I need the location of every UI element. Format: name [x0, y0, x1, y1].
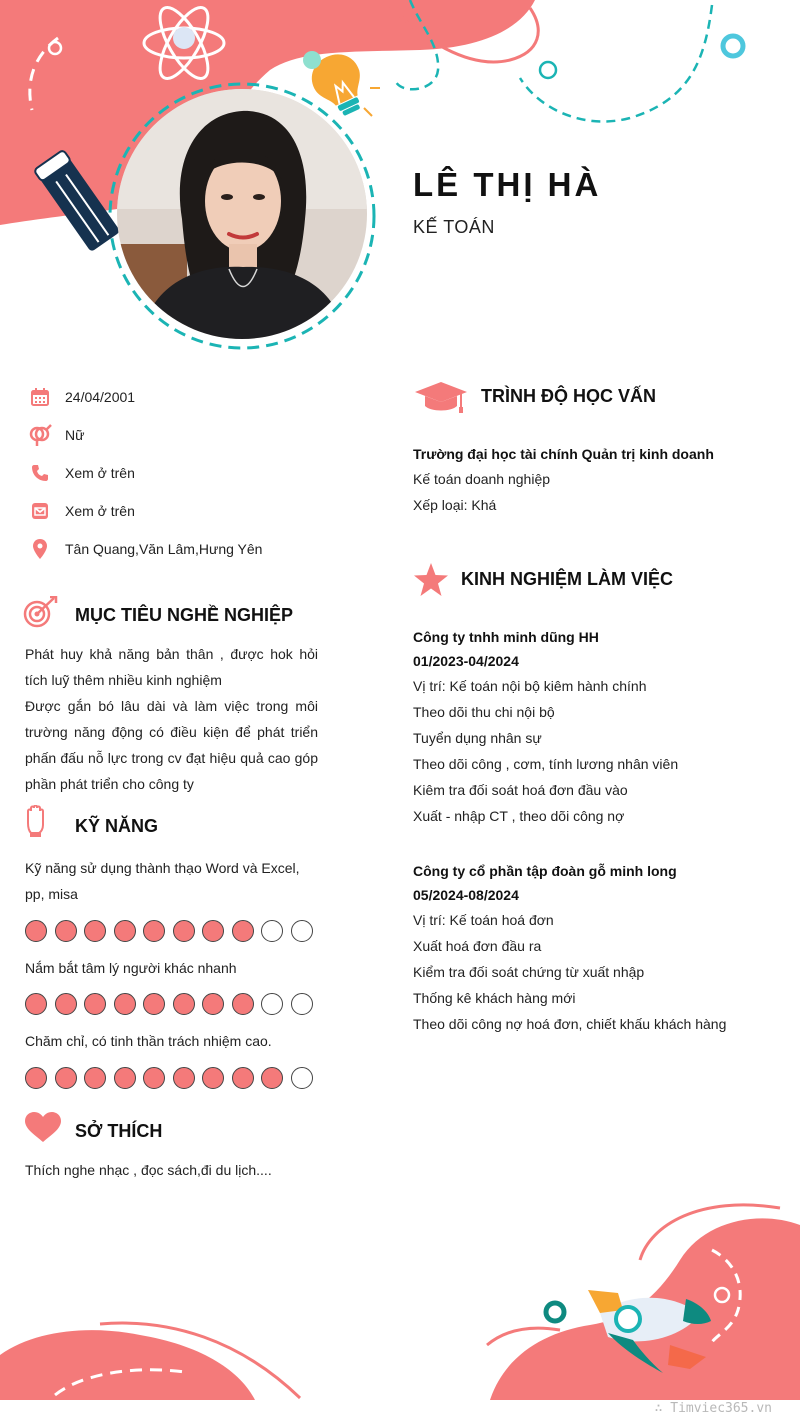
calendar-icon: [28, 385, 52, 409]
info-gender: [28, 423, 84, 447]
rating-dot-filled: [114, 920, 136, 942]
rating-dot-filled: [25, 1067, 47, 1089]
rating-dot-empty: [261, 993, 283, 1015]
rating-dot-filled: [173, 920, 195, 942]
hobbies-text: Thích nghe nhạc , đọc sách,đi du lịch....: [25, 1162, 272, 1178]
skills-title: KỸ NĂNG: [75, 816, 159, 836]
rating-dot-filled: [84, 920, 106, 942]
rating-dot-filled: [173, 993, 195, 1015]
rating-dot-filled: [232, 993, 254, 1015]
gender-value: Nữ: [65, 427, 85, 443]
objective-paragraph-2: Được gắn bó lâu dài và làm việc trong môi trường năng động có điều kiện để phát triển phấn đấu nỗ lực trong cv đạt hiệu quả cao góp phần phát triển cho công ty: [25, 698, 318, 792]
job-2-line-3: Kiểm tra đối soát chứng từ xuất nhập: [413, 964, 645, 980]
info-birthday: [28, 385, 135, 409]
job-1-period: 01/2023-04/2024: [413, 653, 519, 669]
phone-value: Xem ở trên: [65, 465, 135, 481]
rating-dot-filled: [55, 920, 77, 942]
rating-dot-filled: [143, 993, 165, 1015]
rating-dot-filled: [202, 920, 224, 942]
experience-title: KINH NGHIỆM LÀM VIỆC: [461, 569, 674, 589]
portrait-photo: [117, 89, 367, 339]
candidate-name: LÊ THỊ HÀ: [413, 166, 602, 203]
target-icon: [22, 596, 58, 630]
objective-title: MỤC TIÊU NGHỀ NGHIỆP: [75, 605, 294, 625]
rating-dot-empty: [291, 1067, 313, 1089]
rating-dot-filled: [261, 1067, 283, 1089]
job-1-line-5: Kiêm tra đối soát hoá đơn đầu vào: [413, 782, 628, 798]
rating-dot-empty: [291, 993, 313, 1015]
rating-dot-filled: [114, 993, 136, 1015]
info-address: [28, 537, 262, 561]
job-1-line-2: Theo dõi thu chi nội bộ: [413, 704, 555, 720]
job-2-line-5: Theo dõi công nợ hoá đơn, chiết khấu khách hàng: [413, 1016, 727, 1032]
email-icon: [28, 499, 52, 523]
job-2-line-2: Xuất hoá đơn đầu ra: [413, 938, 542, 954]
job-title: KẾ TOÁN: [413, 217, 495, 237]
address-value: Tân Quang,Văn Lâm,Hưng Yên: [65, 541, 263, 557]
rating-dot-filled: [202, 993, 224, 1015]
job-1-line-1: Vị trí: Kế toán nội bộ kiêm hành chính: [413, 678, 647, 694]
rating-dot-filled: [202, 1067, 224, 1089]
rating-dot-empty: [291, 920, 313, 942]
education-school: Trường đại học tài chính Quản trị kinh doanh: [413, 446, 714, 462]
heart-icon: [25, 1112, 61, 1142]
rating-dot-filled: [143, 1067, 165, 1089]
objective-paragraph-1: Phát huy khả năng bản thân , được hok hỏi tích luỹ thêm nhiều kinh nghiệm: [25, 646, 318, 688]
job-1-line-3: Tuyển dụng nhân sự: [413, 730, 542, 746]
gender-icon: [28, 423, 52, 447]
job-1-line-6: Xuất - nhập CT , theo dõi công nợ: [413, 808, 625, 824]
rating-dot-filled: [84, 993, 106, 1015]
rating-dot-filled: [173, 1067, 195, 1089]
birthday-value: 24/04/2001: [65, 389, 136, 405]
skill-name-1: Kỹ năng sử dụng thành thạo Word và Excel, pp, misa: [25, 860, 300, 902]
rating-dot-filled: [232, 920, 254, 942]
atom-icon: [140, 2, 228, 84]
hobbies-title: SỞ THÍCH: [75, 1121, 163, 1141]
job-2-company: Công ty cổ phần tập đoàn gỗ minh long: [413, 863, 677, 879]
star-icon: [413, 563, 449, 597]
skill-rating-1: [25, 920, 313, 942]
job-2-line-1: Vị trí: Kế toán hoá đơn: [413, 912, 554, 928]
education-rank: Xếp loại: Khá: [413, 497, 497, 513]
rocket-icon: [578, 1285, 718, 1385]
education-major: Kế toán doanh nghiệp: [413, 471, 551, 487]
hand-icon: [25, 805, 47, 837]
skill-name-2: Nắm bắt tâm lý người khác nhanh: [25, 960, 237, 976]
skill-rating-3: [25, 1067, 313, 1089]
job-1-line-4: Theo dõi công , cơm, tính lương nhân viên: [413, 756, 679, 772]
avatar: [117, 89, 367, 339]
watermark: ∴ Timviec365.vn: [654, 1401, 772, 1416]
job-1-company: Công ty tnhh minh dũng HH: [413, 629, 599, 645]
rating-dot-filled: [55, 1067, 77, 1089]
graduation-cap-icon: [413, 380, 469, 414]
pencil-icon: [30, 150, 130, 260]
job-2-period: 05/2024-08/2024: [413, 887, 519, 903]
education-title: TRÌNH ĐỘ HỌC VẤN: [481, 386, 656, 406]
rating-dot-filled: [25, 993, 47, 1015]
rating-dot-filled: [55, 993, 77, 1015]
rating-dot-filled: [84, 1067, 106, 1089]
info-email: [28, 499, 135, 523]
phone-icon: [28, 461, 52, 485]
job-2-line-4: Thống kê khách hàng mới: [413, 990, 576, 1006]
rating-dot-filled: [25, 920, 47, 942]
rating-dot-filled: [143, 920, 165, 942]
rating-dot-filled: [114, 1067, 136, 1089]
rating-dot-filled: [232, 1067, 254, 1089]
rating-dot-empty: [261, 920, 283, 942]
info-phone: [28, 461, 135, 485]
email-value: Xem ở trên: [65, 503, 135, 519]
skill-name-3: Chăm chỉ, có tinh thần trách nhiệm cao.: [25, 1033, 272, 1049]
skill-rating-2: [25, 993, 313, 1015]
location-pin-icon: [28, 537, 52, 561]
